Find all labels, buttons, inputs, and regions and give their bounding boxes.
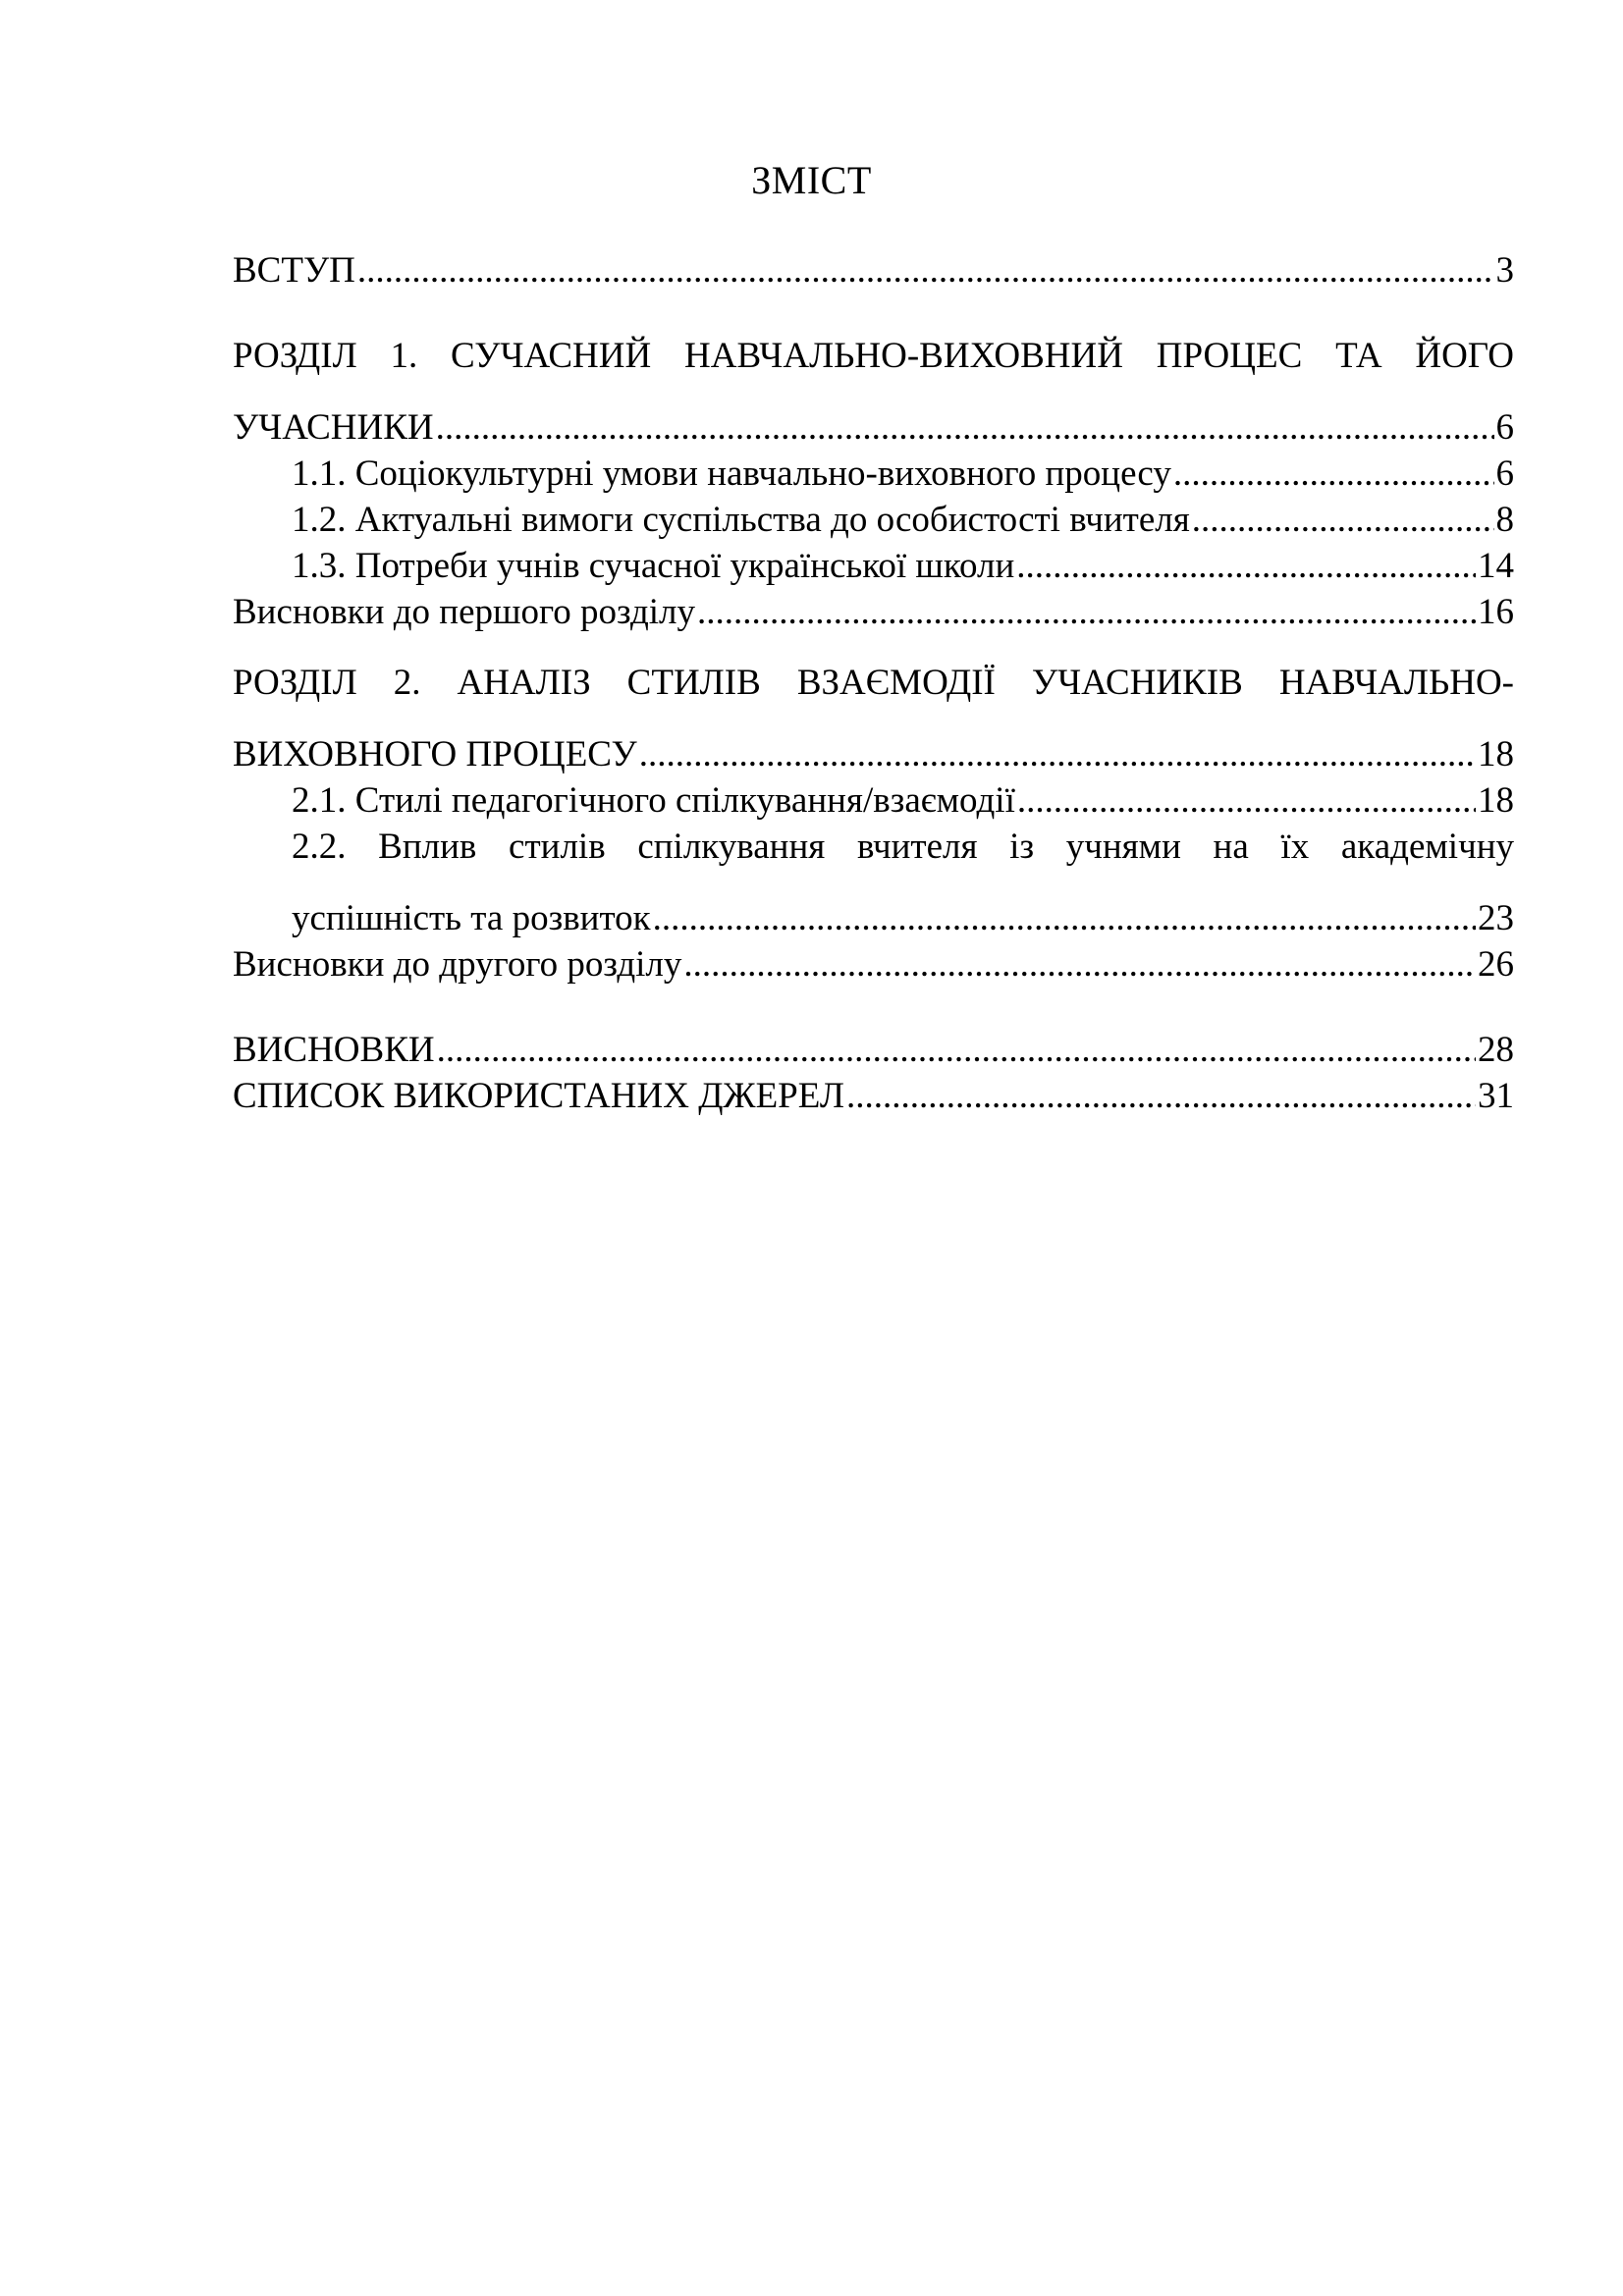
toc-entry-page: 31 [1478,1076,1514,1116]
toc-entry-conclusions-1 [233,587,1514,638]
toc-entry-label: успішність та розвиток [292,898,651,938]
toc-entry-1-3 [292,541,1514,592]
toc-chapter1-heading-line1: РОЗДІЛ 1. СУЧАСНИЙ НАВЧАЛЬНО-ВИХОВНИЙ ПРОЦЕС ТА ЙОГО [233,336,1514,376]
dot-leader [1016,541,1476,592]
toc-entry-label: УЧАСНИКИ [233,407,434,448]
toc-entry-page: 16 [1478,592,1514,632]
toc-entry-label: 2.1. Стилі педагогічного спілкування/взаємодії [292,780,1015,821]
toc-entry-2-2-line1: 2.2. Вплив стилів спілкування вчителя із учнями на їх академічну [292,827,1514,867]
dot-leader [639,729,1476,780]
toc-entry-label: ВСТУП [233,250,355,291]
toc-entry-conclusions [233,1025,1514,1076]
toc-entry-page: 18 [1478,780,1514,821]
toc-entry-references [233,1071,1514,1122]
toc-chapter2-heading-line1: РОЗДІЛ 2. АНАЛІЗ СТИЛІВ ВЗАЄМОДІЇ УЧАСНИКІВ НАВЧАЛЬНО- [233,663,1514,703]
dot-leader [357,245,1494,296]
toc-entry-chapter2 [233,729,1514,780]
toc-entry-page: 14 [1478,546,1514,586]
toc-entry-conclusions-2 [233,939,1514,990]
toc-entry-page: 6 [1495,407,1514,448]
dot-leader [1173,449,1494,500]
toc-entry-label: ВИХОВНОГО ПРОЦЕСУ [233,734,637,774]
dot-leader [697,587,1476,638]
toc-entry-label: 1.2. Актуальні вимоги суспільства до особистості вчителя [292,500,1190,540]
toc-title: ЗМІСТ [751,158,872,202]
toc-entry-page: 26 [1478,944,1514,985]
toc-entry-label: Висновки до першого розділу [233,592,696,632]
toc-entry-page: 23 [1478,898,1514,938]
toc-entry-page: 18 [1478,734,1514,774]
dot-leader [1017,775,1476,827]
dot-leader [1192,495,1494,546]
toc-entry-page: 6 [1495,454,1514,494]
toc-entry-page: 28 [1478,1030,1514,1070]
toc-entry-page: 3 [1495,250,1514,291]
toc-entry-1-1 [292,449,1514,500]
toc-entry-label: 1.3. Потреби учнів сучасної української школи [292,546,1015,586]
toc-entry-page: 8 [1495,500,1514,540]
toc-entry-label: ВИСНОВКИ [233,1030,435,1070]
toc-entry-2-2 [292,893,1514,944]
dot-leader [846,1071,1476,1122]
toc-entry-label: СПИСОК ВИКОРИСТАНИХ ДЖЕРЕЛ [233,1076,844,1116]
toc-entry-1-2 [292,495,1514,546]
toc-entry-2-1 [292,775,1514,827]
dot-leader [653,893,1476,944]
dot-leader [437,1025,1476,1076]
toc-entry-label: 1.1. Соціокультурні умови навчально-виховного процесу [292,454,1171,494]
dot-leader [436,402,1494,454]
toc-entry-chapter1 [233,402,1514,454]
toc-entry-label: Висновки до другого розділу [233,944,682,985]
dot-leader [683,939,1476,990]
toc-entry-intro [233,245,1514,296]
